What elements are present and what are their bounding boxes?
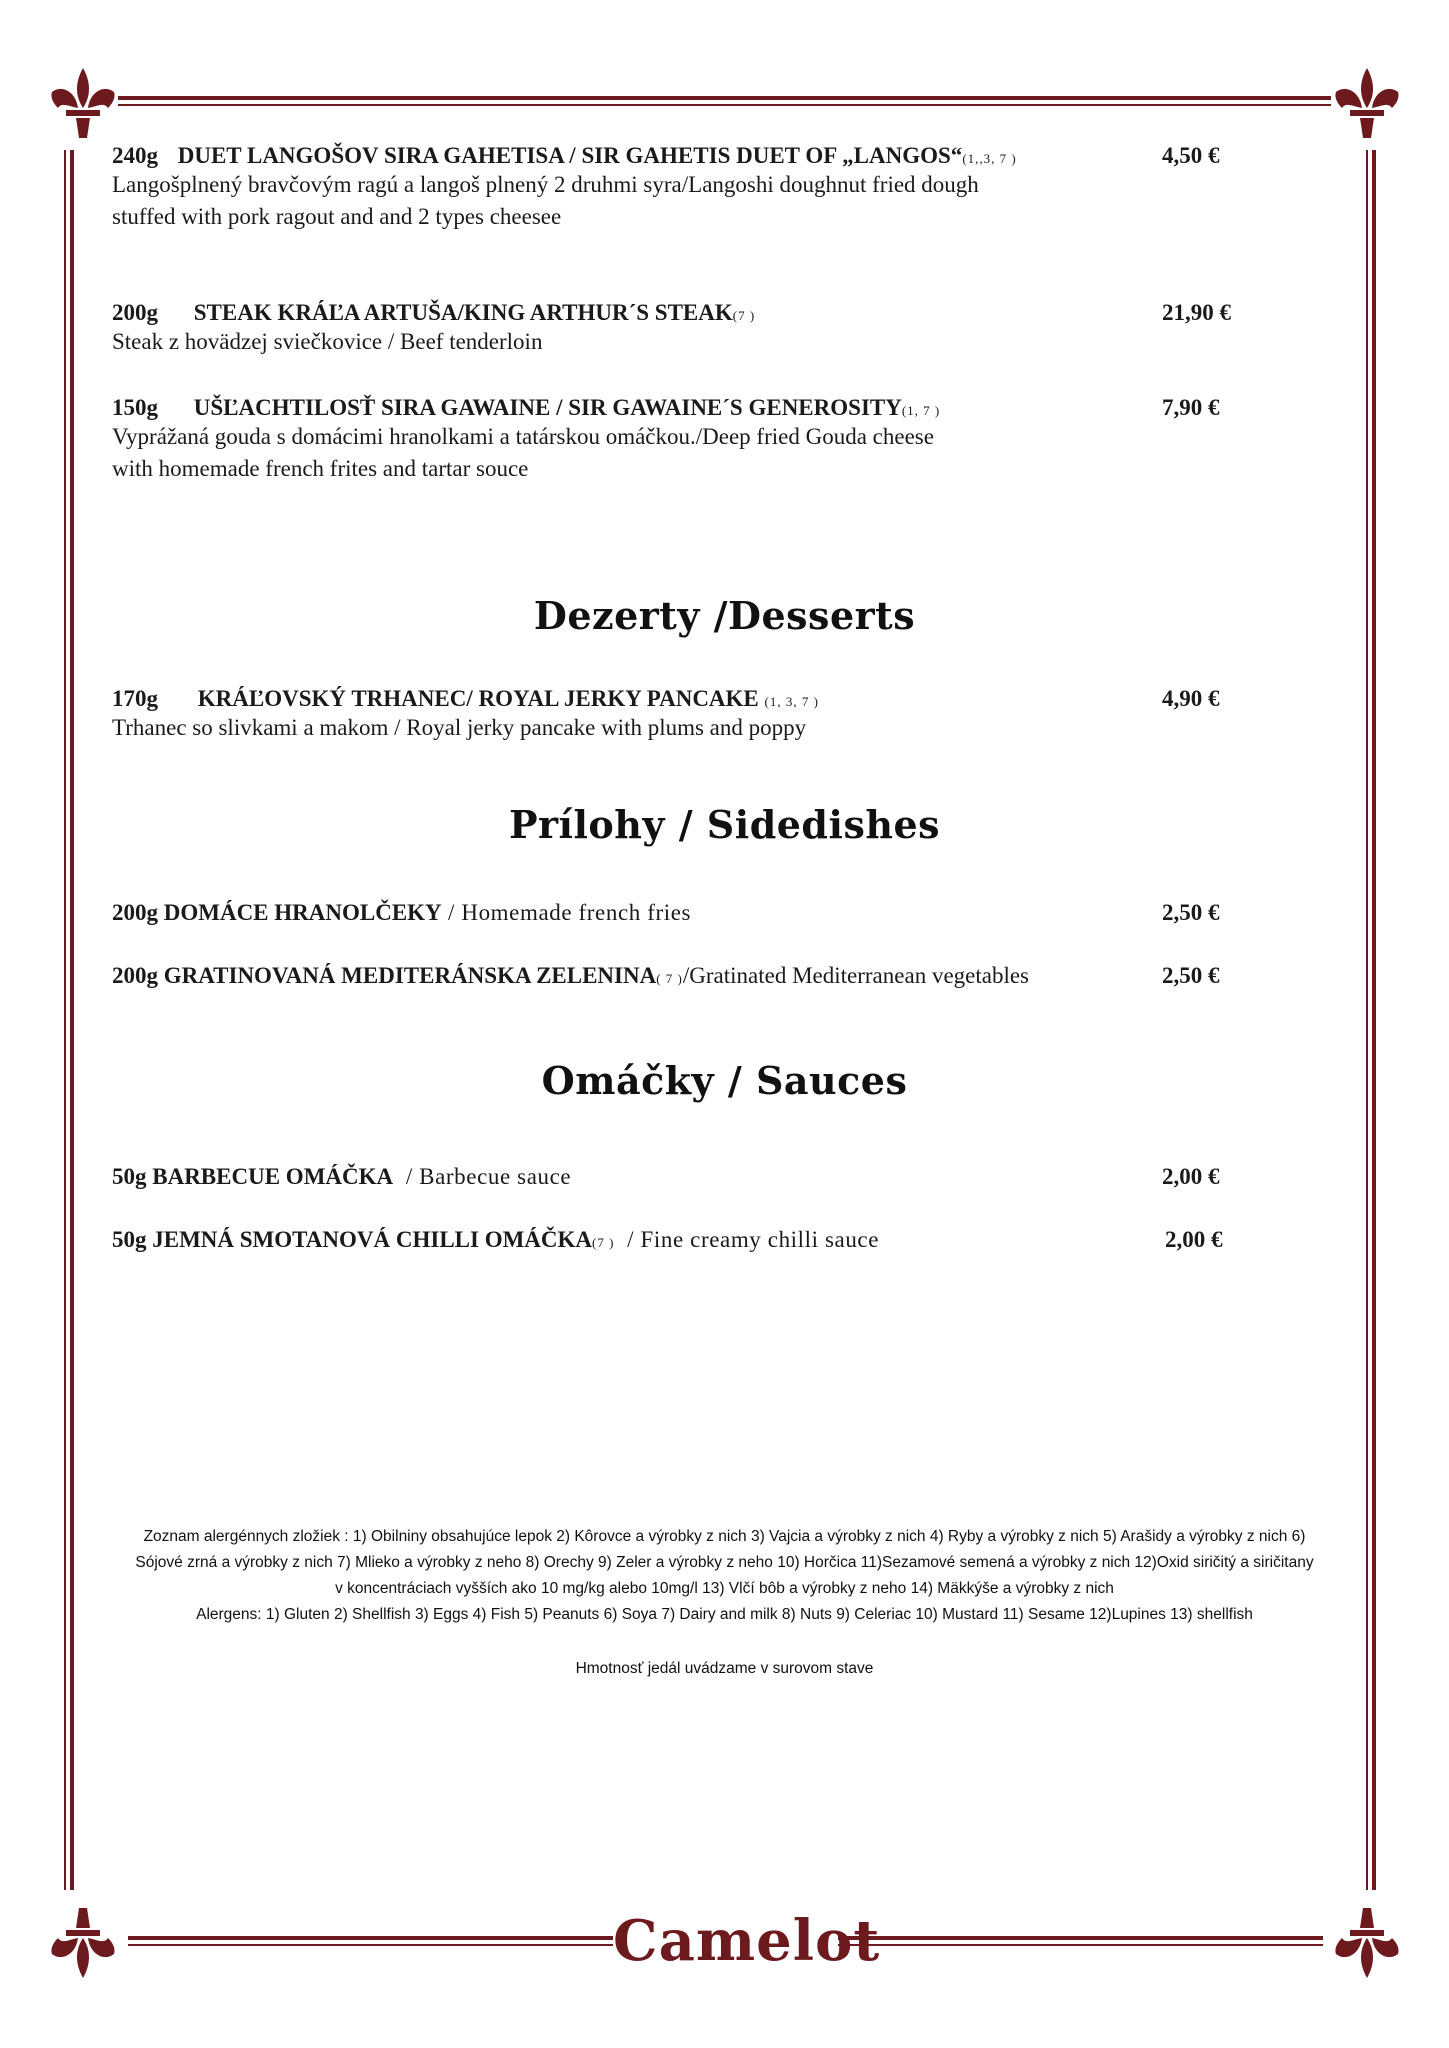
item-description: Langošplnený bravčovým ragú a langoš plnený 2 druhmi syra/Langoshi doughnut fried dough stuffed with pork ragout and and 2 types cheesee bbox=[112, 172, 979, 229]
fleur-de-lis-icon bbox=[1326, 1902, 1408, 1984]
menu-item-gratinated-vegetables bbox=[112, 963, 1262, 989]
item-price: 21,90 € bbox=[1162, 300, 1231, 325]
item-allergens: ( 7 ) bbox=[656, 971, 683, 986]
brand-logo: Camelot bbox=[613, 1908, 881, 1974]
item-allergens: (1, 3, 7 ) bbox=[764, 694, 819, 709]
item-allergens: (1, 7 ) bbox=[901, 403, 941, 418]
menu-item-barbecue-sauce bbox=[112, 1164, 1262, 1190]
item-title: 200g GRATINOVANÁ MEDITERÁNSKA ZELENINA bbox=[112, 963, 657, 988]
item-price: 4,90 € bbox=[1162, 686, 1220, 711]
frame-bottom-border-left bbox=[128, 1936, 613, 1946]
menu-item-french-fries bbox=[112, 900, 1262, 926]
menu-item-sir-gawaine-generosity bbox=[112, 395, 1262, 485]
item-price: 2,50 € bbox=[1162, 963, 1220, 988]
item-weight: 240g bbox=[112, 143, 158, 168]
item-title: 50g JEMNÁ SMOTANOVÁ CHILLI OMÁČKA bbox=[112, 1227, 593, 1252]
item-price: 2,00 € bbox=[1165, 1227, 1223, 1252]
frame-right-border bbox=[1366, 150, 1376, 1890]
item-english-name: /Gratinated Mediterranean vegetables bbox=[682, 963, 1030, 988]
menu-item-chilli-sauce bbox=[112, 1227, 1262, 1253]
item-description: Steak z hovädzej sviečkovice / Beef tenderloin bbox=[112, 329, 543, 354]
item-price: 2,50 € bbox=[1162, 900, 1220, 925]
menu-item-royal-jerky-pancake bbox=[112, 686, 1262, 744]
section-heading-sauces: Omáčky / Sauces bbox=[541, 1058, 908, 1103]
allergen-list: Zoznam alergénnych zložiek : 1) Obilniny obsahujúce lepok 2) Kôrovce a výrobky z nich 3) Vajcia a výrobky z nich 4) Ryby a výrobky z nich 5) Arašidy a výrobky z nich 6) Sójové zrná a výrobky z nich 7) Mlieko a výrobky z neho 8) Orechy 9) Zeler a výrobky z neho 10) Horčica 11)Sezamové semená a výrobky z nich 12)Oxid siričitý a siričitany v koncentráciach vyšších ako 10 mg/kg alebo 10mg/l 13) Vlčí bôb a výrobky z neho 14) Mäkkýše a výrobky z nich Alergens: 1) Gluten 2) Shellfish 3) Eggs 4) Fish 5) Peanuts 6) Soya 7) Dairy and milk 8) Nuts 9) Celeriac 10) Mustard 11) Sesame 12)Lupines 13) shellfish bbox=[135, 1528, 1314, 1623]
item-title: 200g DOMÁCE HRANOLČEKY bbox=[112, 900, 442, 925]
item-english-name: / Homemade french fries bbox=[441, 900, 692, 925]
item-weight: 200g bbox=[112, 300, 158, 325]
section-heading-desserts: Dezerty /Desserts bbox=[533, 593, 916, 638]
fleur-de-lis-icon bbox=[42, 62, 124, 144]
item-title: 50g BARBECUE OMÁČKA bbox=[112, 1164, 394, 1189]
item-title: DUET LANGOŠOV SIRA GAHETISA / SIR GAHETIS DUET OF „LANGOS“ bbox=[177, 143, 963, 168]
section-heading-sidedishes: Prílohy / Sidedishes bbox=[508, 802, 941, 847]
item-price: 2,00 € bbox=[1162, 1164, 1220, 1189]
frame-left-border bbox=[64, 150, 74, 1890]
item-description: Trhanec so slivkami a makom / Royal jerky pancake with plums and poppy bbox=[112, 715, 807, 740]
frame-bottom-border-right bbox=[838, 1936, 1323, 1946]
menu-item-langos-duet bbox=[112, 143, 1262, 233]
item-english-name: / Fine creamy chilli sauce bbox=[614, 1227, 880, 1252]
frame-top-border bbox=[118, 96, 1331, 106]
item-allergens: (7 ) bbox=[732, 308, 756, 323]
item-title: KRÁĽOVSKÝ TRHANEC/ ROYAL JERKY PANCAKE bbox=[197, 686, 759, 711]
item-description: Vyprážaná gouda s domácimi hranolkami a tatárskou omáčkou./Deep fried Gouda cheese with homemade french frites and tartar souce bbox=[112, 424, 934, 481]
item-title: STEAK KRÁĽA ARTUŠA/KING ARTHUR´S STEAK bbox=[193, 300, 733, 325]
item-english-name: / Barbecue sauce bbox=[393, 1164, 572, 1189]
item-title: UŠĽACHTILOSŤ SIRA GAWAINE / SIR GAWAINE´S GENEROSITY bbox=[193, 395, 902, 420]
item-allergens: (7 ) bbox=[592, 1235, 615, 1250]
weight-note: Hmotnosť jedál uvádzame v surovom stave bbox=[575, 1660, 874, 1677]
item-allergens: (1,,3, 7 ) bbox=[962, 151, 1017, 166]
item-weight: 150g bbox=[112, 395, 158, 420]
fleur-de-lis-icon bbox=[42, 1902, 124, 1984]
item-weight: 170g bbox=[112, 686, 158, 711]
item-price: 7,90 € bbox=[1162, 395, 1220, 420]
fleur-de-lis-icon bbox=[1326, 62, 1408, 144]
item-price: 4,50 € bbox=[1162, 143, 1220, 168]
menu-item-king-arthur-steak bbox=[112, 300, 1262, 358]
